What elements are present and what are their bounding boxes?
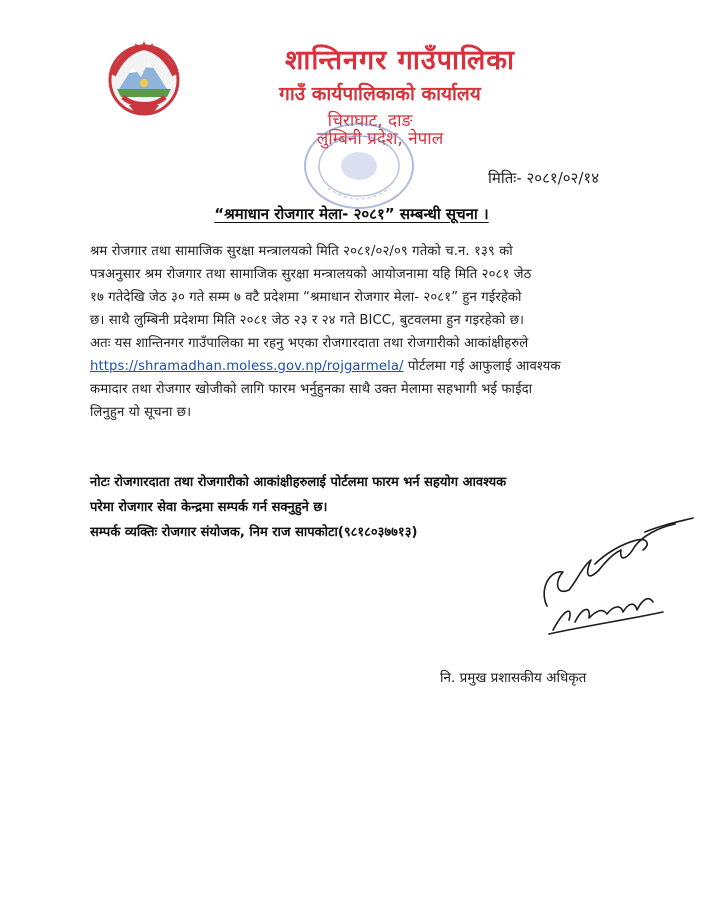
office-province: लुम्बिनी प्रदेश, नेपाल bbox=[316, 129, 444, 149]
note-line: नोटः रोजगारदाता तथा रोजगारीको आकांक्षीहरुलाई पोर्टलमा फारम भर्न सहयोग आवश्यक bbox=[90, 475, 507, 490]
notice-title-text: “श्रमाधान रोजगार मेला- २०८१” सम्बन्धी सूचना । bbox=[214, 205, 489, 223]
body-line: लिनुहुन यो सूचना छ। bbox=[90, 405, 192, 420]
body-line: अतः यस शान्तिनगर गाउँपालिका मा रहनु भएका रोजगारदाता तथा रोजगारीको आकांक्षीहरुले bbox=[90, 336, 529, 351]
government-emblem-icon bbox=[103, 37, 185, 119]
contact-person: सम्पर्क व्यक्तिः रोजगार संयोजक, निम राज सापकोटा(९८१८०३७७१३) bbox=[90, 525, 418, 540]
notice-date: मितिः- २०८१/०२/१४ bbox=[488, 169, 600, 187]
body-line: पत्रअनुसार श्रम रोजगार तथा सामाजिक सुरक्षा मन्त्रालयको आयोजनामा यहि मिति २०८१ जेठ bbox=[90, 267, 532, 282]
body-line: कमादार तथा रोजगार खोजीको लागि फारम भर्नुहुनका साथै उक्त मेलामा सहभागी भई फाईदा bbox=[90, 382, 533, 397]
body-line: छ। साथै लुम्बिनी प्रदेशमा मिति २०८१ जेठ २३ र २४ गते BICC, बुटवलमा हुन गइरहेको छ। bbox=[90, 313, 525, 328]
body-line: श्रम रोजगार तथा सामाजिक सुरक्षा मन्त्रालयको मिति २०८१/०२/०९ गतेको च.न. १३९ को bbox=[90, 244, 513, 259]
portal-link[interactable]: https://shramadhan.moless.gov.np/rojgarmela/ bbox=[90, 359, 404, 374]
body-line-link bbox=[90, 355, 630, 378]
body-line-link-rest: पोर्टलमा गई आफुलाई आवश्यक bbox=[403, 359, 561, 374]
signature-icon bbox=[525, 510, 700, 640]
office-name: शान्तिनगर गाउँपालिका bbox=[284, 45, 516, 76]
notice-title bbox=[0, 204, 703, 224]
office-stamp-icon bbox=[300, 118, 418, 214]
note-line: परेमा रोजगार सेवा केन्द्रमा सम्पर्क गर्न सक्नुहुने छ। bbox=[90, 500, 328, 515]
body-line: १७ गतेदेखि जेठ ३० गते सम्म ७ वटै प्रदेशमा “श्रमाधान रोजगार मेला- २०८१” हुन गईरहेको bbox=[90, 290, 522, 305]
officer-designation: नि. प्रमुख प्रशासकीय अधिकृत bbox=[440, 670, 587, 686]
office-address: चिराघाट, दाङ bbox=[327, 111, 413, 131]
notice-body bbox=[90, 240, 630, 424]
office-subtitle: गाउँ कार्यपालिकाको कार्यालय bbox=[279, 83, 481, 105]
